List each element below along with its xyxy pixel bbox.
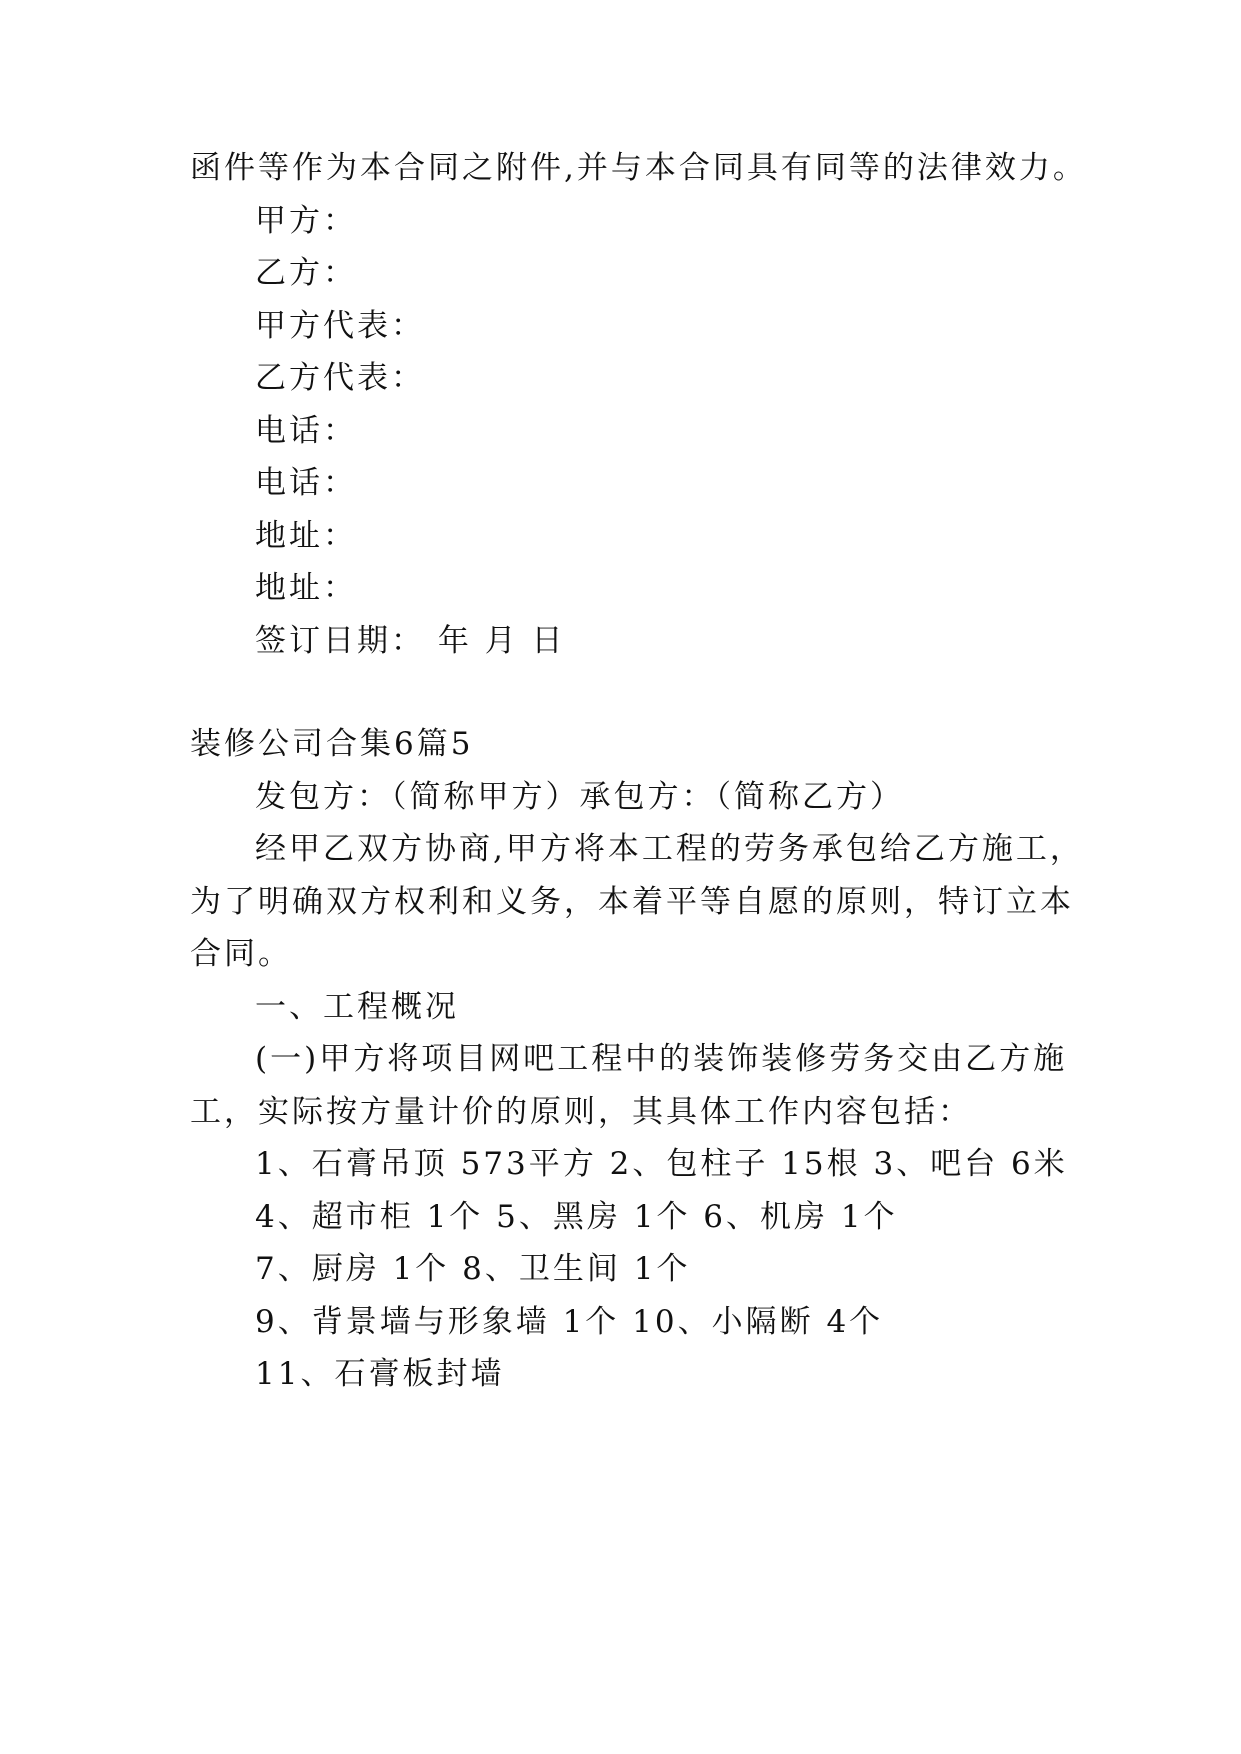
sign-date-label: 签订日期： 年 月 日 bbox=[255, 623, 566, 659]
party-b-rep-label: 乙方代表： bbox=[255, 360, 425, 396]
work-item-line: 11、石膏板封墙 bbox=[255, 1356, 505, 1392]
party-b-label: 乙方： bbox=[255, 255, 357, 291]
paragraph-line: 合同。 bbox=[190, 936, 292, 972]
address-label: 地址： bbox=[255, 570, 357, 606]
work-item-line: 7、厨房 1个 8、卫生间 1个 bbox=[255, 1251, 691, 1287]
parties-line: 发包方：（简称甲方）承包方：（简称乙方） bbox=[255, 779, 904, 815]
text-line: 函件等作为本合同之附件,并与本合同具有同等的法律效力。 bbox=[190, 150, 1087, 186]
work-item-line: 9、背景墙与形象墙 1个 10、小隔断 4个 bbox=[255, 1304, 884, 1340]
party-a-label: 甲方： bbox=[255, 203, 357, 239]
work-item-line: 1、石膏吊顶 573平方 2、包柱子 15根 3、吧台 6米 bbox=[255, 1146, 1068, 1182]
phone-label: 电话： bbox=[255, 465, 357, 501]
work-item-line: 4、超市柜 1个 5、黑房 1个 6、机房 1个 bbox=[255, 1199, 898, 1235]
section-title: 装修公司合集6篇5 bbox=[190, 726, 474, 762]
paragraph-line: (一)甲方将项目网吧工程中的装饰装修劳务交由乙方施 bbox=[255, 1041, 1068, 1077]
paragraph-line: 工，实际按方量计价的原则，其具体工作内容包括： bbox=[190, 1094, 972, 1130]
party-a-rep-label: 甲方代表： bbox=[255, 308, 425, 344]
phone-label: 电话： bbox=[255, 413, 357, 449]
paragraph-line: 为了明确双方权利和义务，本着平等自愿的原则，特订立本 bbox=[190, 884, 1074, 920]
paragraph-line: 经甲乙双方协商,甲方将本工程的劳务承包给乙方施工， bbox=[255, 831, 1084, 867]
address-label: 地址： bbox=[255, 518, 357, 554]
subsection-heading: 一、工程概况 bbox=[255, 989, 459, 1025]
